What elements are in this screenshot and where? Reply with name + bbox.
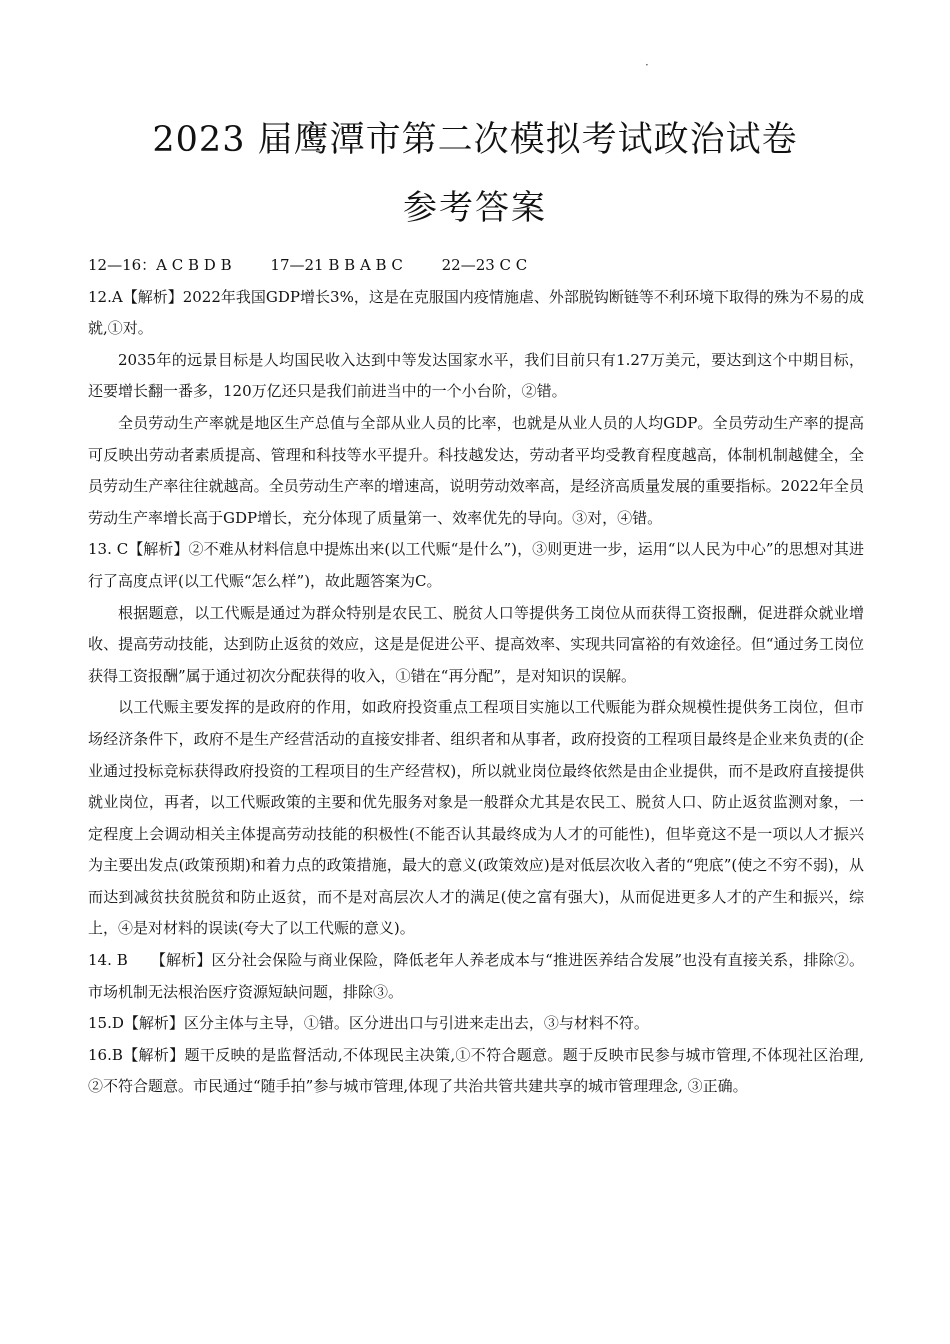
explanation-paragraph: 全员劳动生产率就是地区生产总值与全部从业人员的比率，也就是从业人员的人均GDP。全员劳动生产率的提高可反映出劳动者素质提高、管理和科技等水平提升。科技越发达，劳动者平均受教育程度越高，体制机制越健全，全员劳动生产率往往就越高。全员劳动生产率的增速高，说明劳动效率高，是经济高质量发展的重要指标。2022年全员劳动生产率增长高于GDP增长，充分体现了质量第一、效率优先的导向。③对，④错。 (88, 413, 864, 527)
explanation-q15: 15.D【解析】区分主体与主导，①错。区分进出口与引进来走出去，③与材料不符。 (88, 1014, 649, 1033)
answer-key-group: 12—16：A C B D B (88, 256, 232, 274)
explanation-q16: 16.B【解析】题干反映的是监督活动,不体现民主决策,①不符合题意。题于反映市民参与城市管理,不体现社区治理, ②不符合题意。市民通过“随手拍”参与城市管理,体现了共治共管共建共享的城市管理理念, ③正确。 (88, 1045, 864, 1096)
answer-key-group: 22—23 C C (441, 256, 528, 274)
document-subtitle: 参考答案 (403, 188, 547, 228)
explanation-paragraph: 2035年的远景目标是人均国民收入达到中等发达国家水平，我们目前只有1.27万美元，要达到这个中期目标，还要增长翻一番多，120万亿还只是我们前进当中的一个小台阶，②错。 (88, 350, 864, 401)
document-body (88, 250, 864, 1103)
explanation-q12: 12.A【解析】2022年我国GDP增长3%，这是在克服国内疫情施虐、外部脱钩断链等不利环境下取得的殊为不易的成就,①对。 (88, 287, 864, 338)
explanation-paragraph: 根据题意，以工代赈是通过为群众特别是农民工、脱贫人口等提供务工岗位从而获得工资报酬，促进群众就业增收、提高劳动技能，达到防止返贫的效应，这是是促进公平、提高效率、实现共同富裕的有效途径。但“通过务工岗位获得工资报酬”属于通过初次分配获得的收入，①错在“再分配”，是对知识的误解。 (88, 603, 864, 685)
explanation-paragraph: 以工代赈主要发挥的是政府的作用，如政府投资重点工程项目实施以工代赈能为群众规模性提供务工岗位，但市场经济条件下，政府不是生产经营活动的直接安排者、组织者和从事者，政府投资的工程项目最终是企业来负责的(企业通过投标竞标获得政府投资的工程项目的生产经营权)，所以就业岗位最终依然是由企业提供，而不是政府直接提供就业岗位，再者，以工代赈政策的主要和优先服务对象是一般群众尤其是农民工、脱贫人口、防止返贫监测对象，一定程度上会调动相关主体提高劳动技能的积极性(不能否认其最终成为人才的可能性)，但毕竟这不是一项以人才振兴为主要出发点(政策预期)和着力点的政策措施，最大的意义(政策效应)是对低层次收入者的“兜底”(使之不穷不弱)，从而达到减贫扶贫脱贫和防止返贫，而不是对高层次人才的满足(使之富有强大)，从而促进更多人才的产生和振兴，综上，④是对材料的误读(夸大了以工代赈的意义)。 (88, 698, 864, 938)
answer-key-group: 17—21 B B A B C (270, 256, 403, 274)
explanation-q14: 14. B 【解析】区分社会保险与商业保险，降低老年人养老成本与“推进医养结合发展”也没有直接关系，排除②。市场机制无法根治医疗资源短缺问题，排除③。 (88, 951, 864, 1001)
explanation-q13: 13. C【解析】②不难从材料信息中提炼出来(以工代赈“是什么”)，③则更进一步，运用“以人民为中心”的思想对其进行了高度点评(以工代赈“怎么样”)，故此题答案为C。 (88, 540, 864, 590)
stray-dot: · (645, 58, 649, 72)
document-title: 2023 届鹰潭市第二次模拟考试政治试卷 (152, 120, 798, 160)
answer-key-line (88, 250, 864, 282)
